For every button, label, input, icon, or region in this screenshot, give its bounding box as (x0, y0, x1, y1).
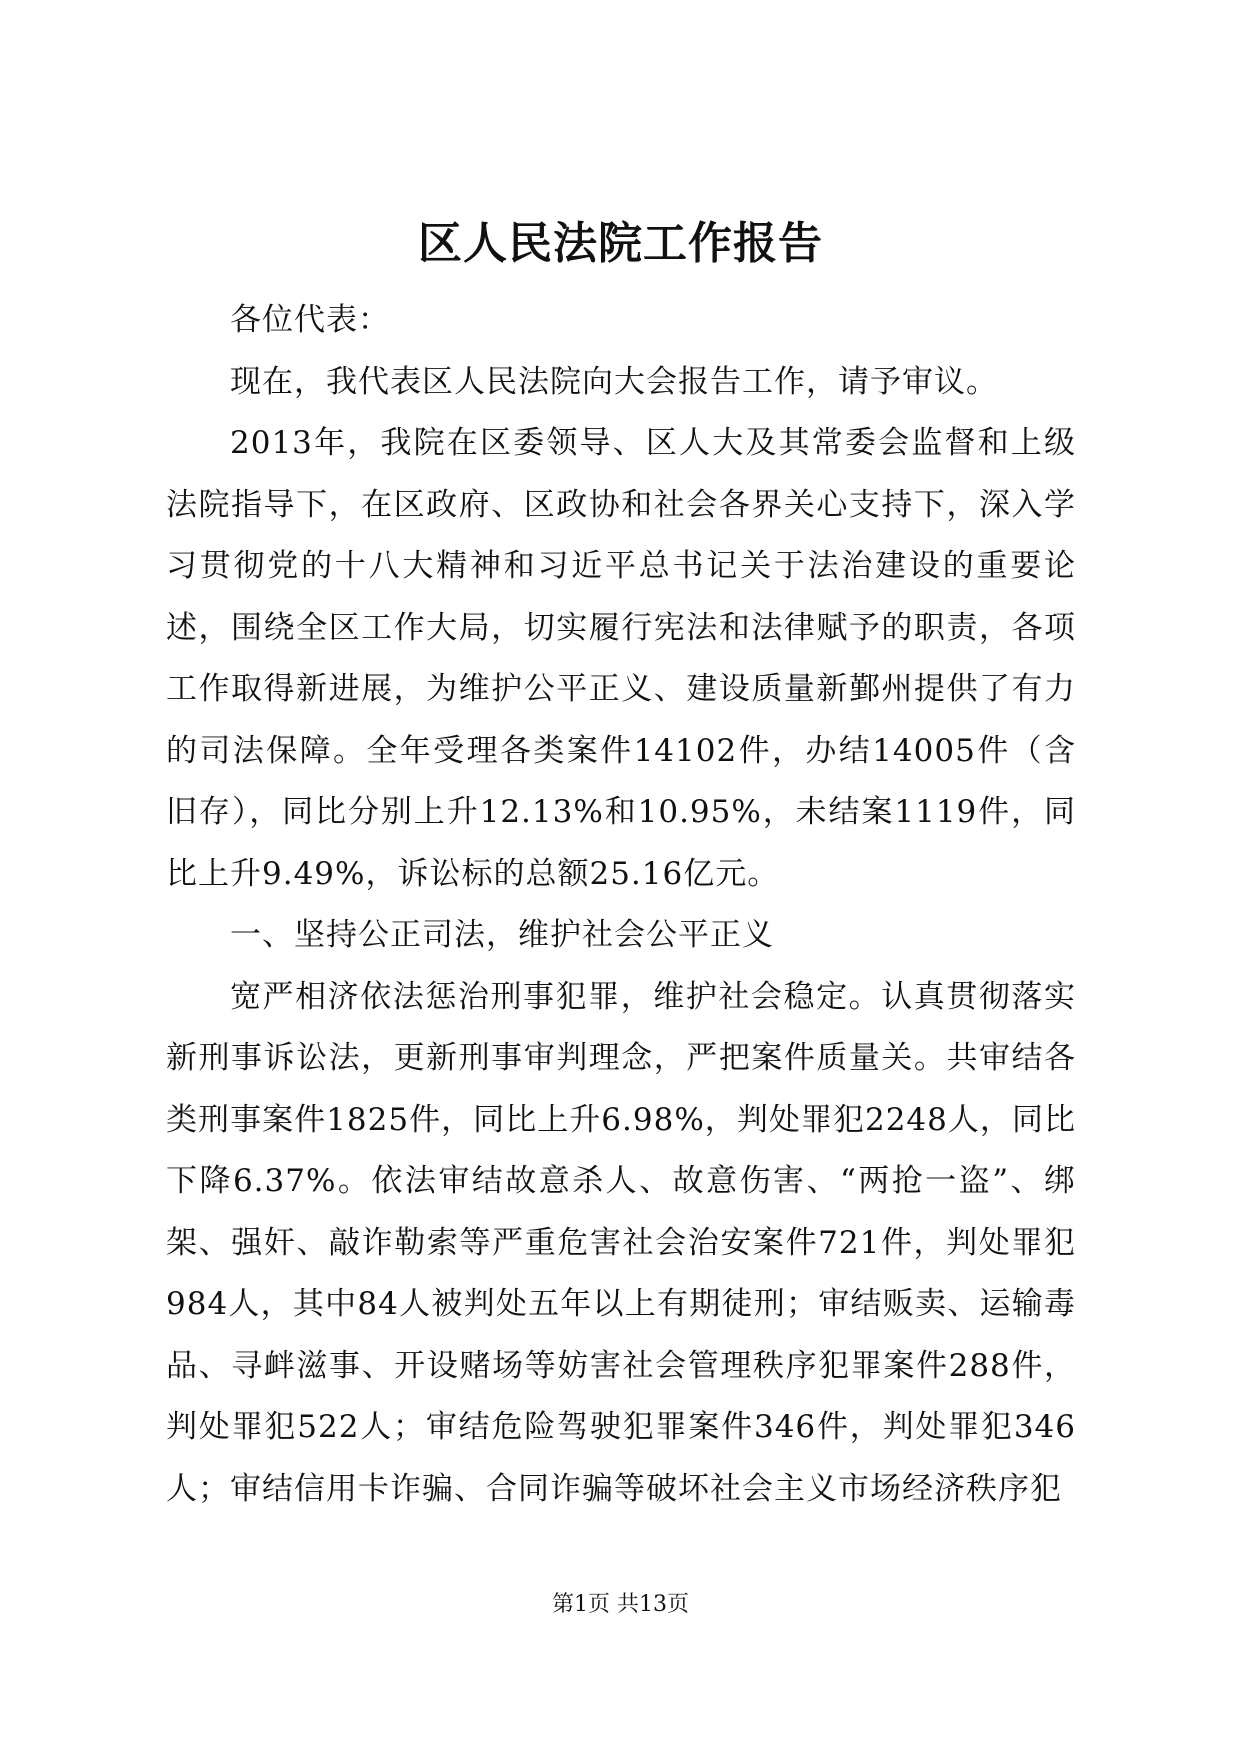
opening-paragraph: 现在，我代表区人民法院向大会报告工作，请予审议。 (230, 363, 998, 400)
criminal-trial-paragraph: 宽严相济依法惩治刑事犯罪，维护社会稳定。认真贯彻落实新刑事诉讼法，更新刑事审判理念，严把案件质量关。共审结各类刑事案件1825件，同比上升6.98%，判处罪犯2248人，同比下降6.37%。依法审结故意杀人、故意伤害、“两抢一盗”、绑架、强奸、敲诈勒索等严重危害社会治安案件721件，判处罪犯984人，其中84人被判处五年以上有期徒刑；审结贩卖、运输毒品、寻衅滋事、开设赌场等妨害社会管理秩序犯罪案件288件，判处罪犯522人；审结危险驾驶犯罪案件346件，判处罪犯346人；审结信用卡诈骗、合同诈骗等破坏社会主义市场经济秩序犯 (166, 978, 1076, 1507)
page-title: 区人民法院工作报告 (418, 218, 823, 269)
section-heading: 一、坚持公正司法，维护社会公平正义 (230, 917, 774, 953)
document-body (166, 290, 1076, 1520)
salutation: 各位代表： (230, 302, 390, 338)
page-number: 第1页 共13页 (552, 1592, 689, 1617)
summary-paragraph: 2013年，我院在区委领导、区人大及其常委会监督和上级法院指导下，在区政府、区政协和社会各界关心支持下，深入学习贯彻党的十八大精神和习近平总书记关于法治建设的重要论述，围绕全区工作大局，切实履行宪法和法律赋予的职责，各项工作取得新进展，为维护公平正义、建设质量新鄞州提供了有力的司法保障。全年受理各类案件14102件，办结14005件（含旧存），同比分别上升12.13%和10.95%，未结案1119件，同比上升9.49%，诉讼标的总额25.16亿元。 (166, 425, 1076, 892)
